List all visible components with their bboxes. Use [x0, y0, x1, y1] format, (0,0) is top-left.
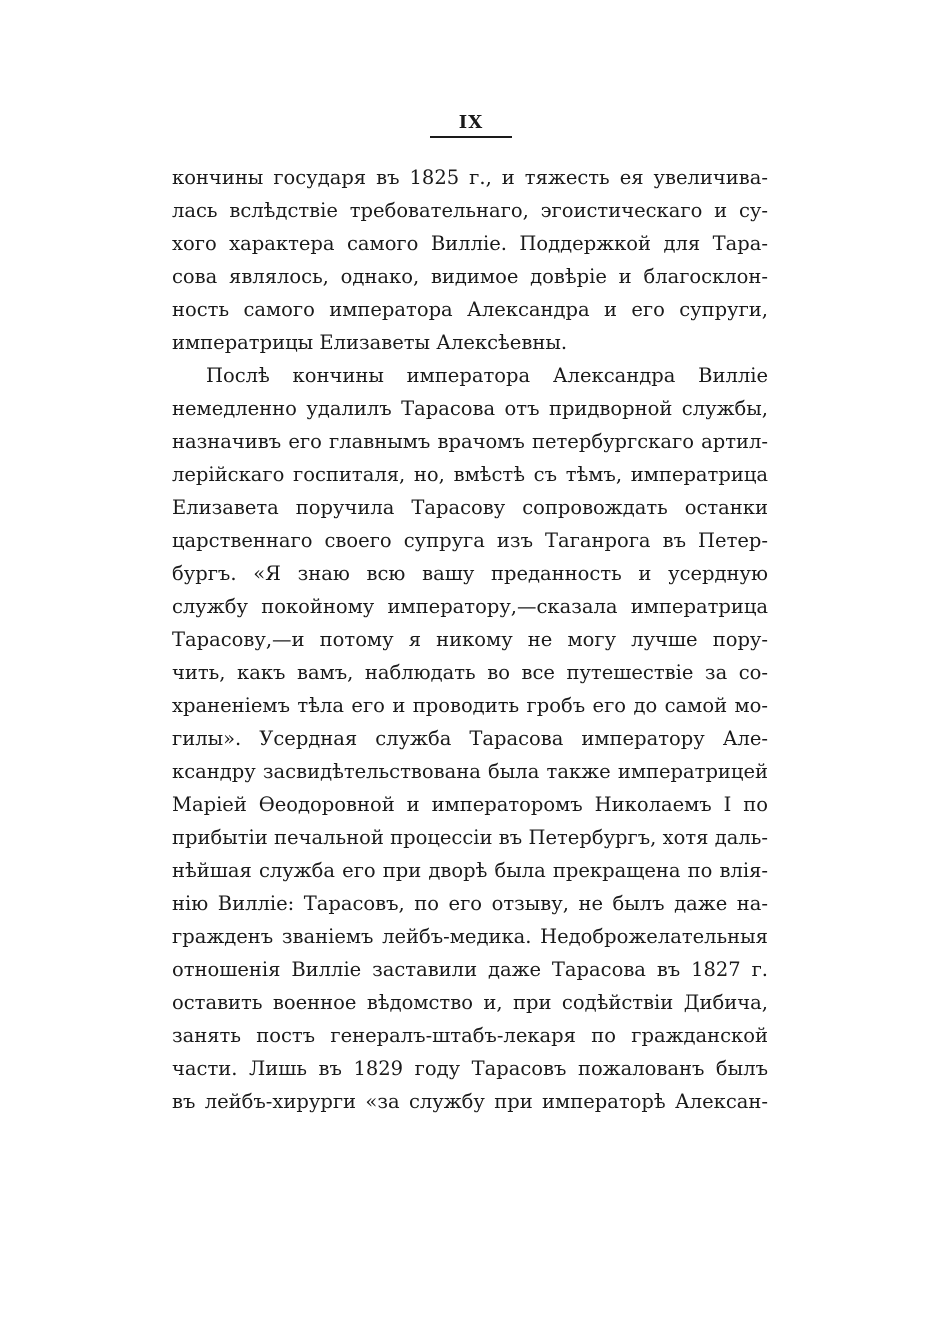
page-header: [430, 112, 512, 138]
text-line: оставить военное вѣдомство и, при содѣйствіи Дибича,: [172, 991, 768, 1014]
text-line: кончины государя въ 1825 г., и тяжесть ея увеличива-: [172, 166, 768, 189]
header-rule: [430, 136, 512, 138]
text-line: ность самого императора Александра и его супруги,: [172, 298, 768, 321]
text-line: службу покойному императору,—сказала императрица: [172, 595, 768, 618]
text-line: Послѣ кончины императора Александра Виллie: [206, 364, 768, 387]
text-line: прибытіи печальной процессіи въ Петербургъ, хотя даль-: [172, 826, 768, 849]
text-line: лась вслѣдствіе требовательнаго, эгоистическаго и су-: [172, 199, 768, 222]
text-line: царственнаго своего супруга изъ Таганрога въ Петер-: [172, 529, 768, 552]
text-line: нію Виллie: Тарасовъ, по его отзыву, не былъ даже на-: [172, 892, 768, 915]
text-line: ксандру засвидѣтельствована была также императрицей: [172, 760, 768, 783]
text-line: назначивъ его главнымъ врачомъ петербургскаго артил-: [172, 430, 768, 453]
text-line: храненіемъ тѣла его и проводить гробъ его до самой мо-: [172, 694, 768, 717]
text-line: нѣйшая служба его при дворѣ была прекращена по влія-: [172, 859, 768, 882]
paragraph-2: [172, 359, 768, 1118]
text-line: немедленно удалилъ Тарасова отъ придворной службы,: [172, 397, 768, 420]
text-line: Маріей Ѳеодоровной и императоромъ Николаемъ I по: [172, 793, 768, 816]
text-line: отношенія Виллie заставили даже Тарасова въ 1827 г.: [172, 958, 768, 981]
text-line: сова являлось, однако, видимое довѣріе и благосклон-: [172, 265, 768, 288]
text-line: гражденъ званіемъ лейбъ-медика. Недоброжелательныя: [172, 925, 768, 948]
body-text: [172, 161, 768, 1118]
text-line: чить, какъ вамъ, наблюдать во все путешествіе за со-: [172, 661, 768, 684]
page-number: IX: [458, 112, 484, 133]
text-line: бургъ. «Я знаю всю вашу преданность и усердную: [172, 562, 768, 585]
text-line: части. Лишь въ 1829 году Тарасовъ пожалованъ былъ: [172, 1057, 768, 1080]
paragraph-1: [172, 161, 768, 359]
text-line: лерійскаго госпиталя, но, вмѣстѣ съ тѣмъ, императрица: [172, 463, 768, 486]
text-line: въ лейбъ-хирурги «за службу при императорѣ Алексан-: [172, 1090, 768, 1113]
text-line: Тарасову,—и потому я никому не могу лучше пору-: [172, 628, 768, 651]
text-line: хого характера самого Виллie. Поддержкой для Тара-: [172, 232, 768, 255]
text-line: Елизавета поручила Тарасову сопровождать останки: [172, 496, 768, 519]
text-line: императрицы Елизаветы Алексѣевны.: [172, 331, 568, 354]
text-line: гилы». Усердная служба Тарасова императору Але-: [172, 727, 768, 750]
text-line: занять постъ генералъ-штабъ-лекаря по гражданской: [172, 1024, 768, 1047]
